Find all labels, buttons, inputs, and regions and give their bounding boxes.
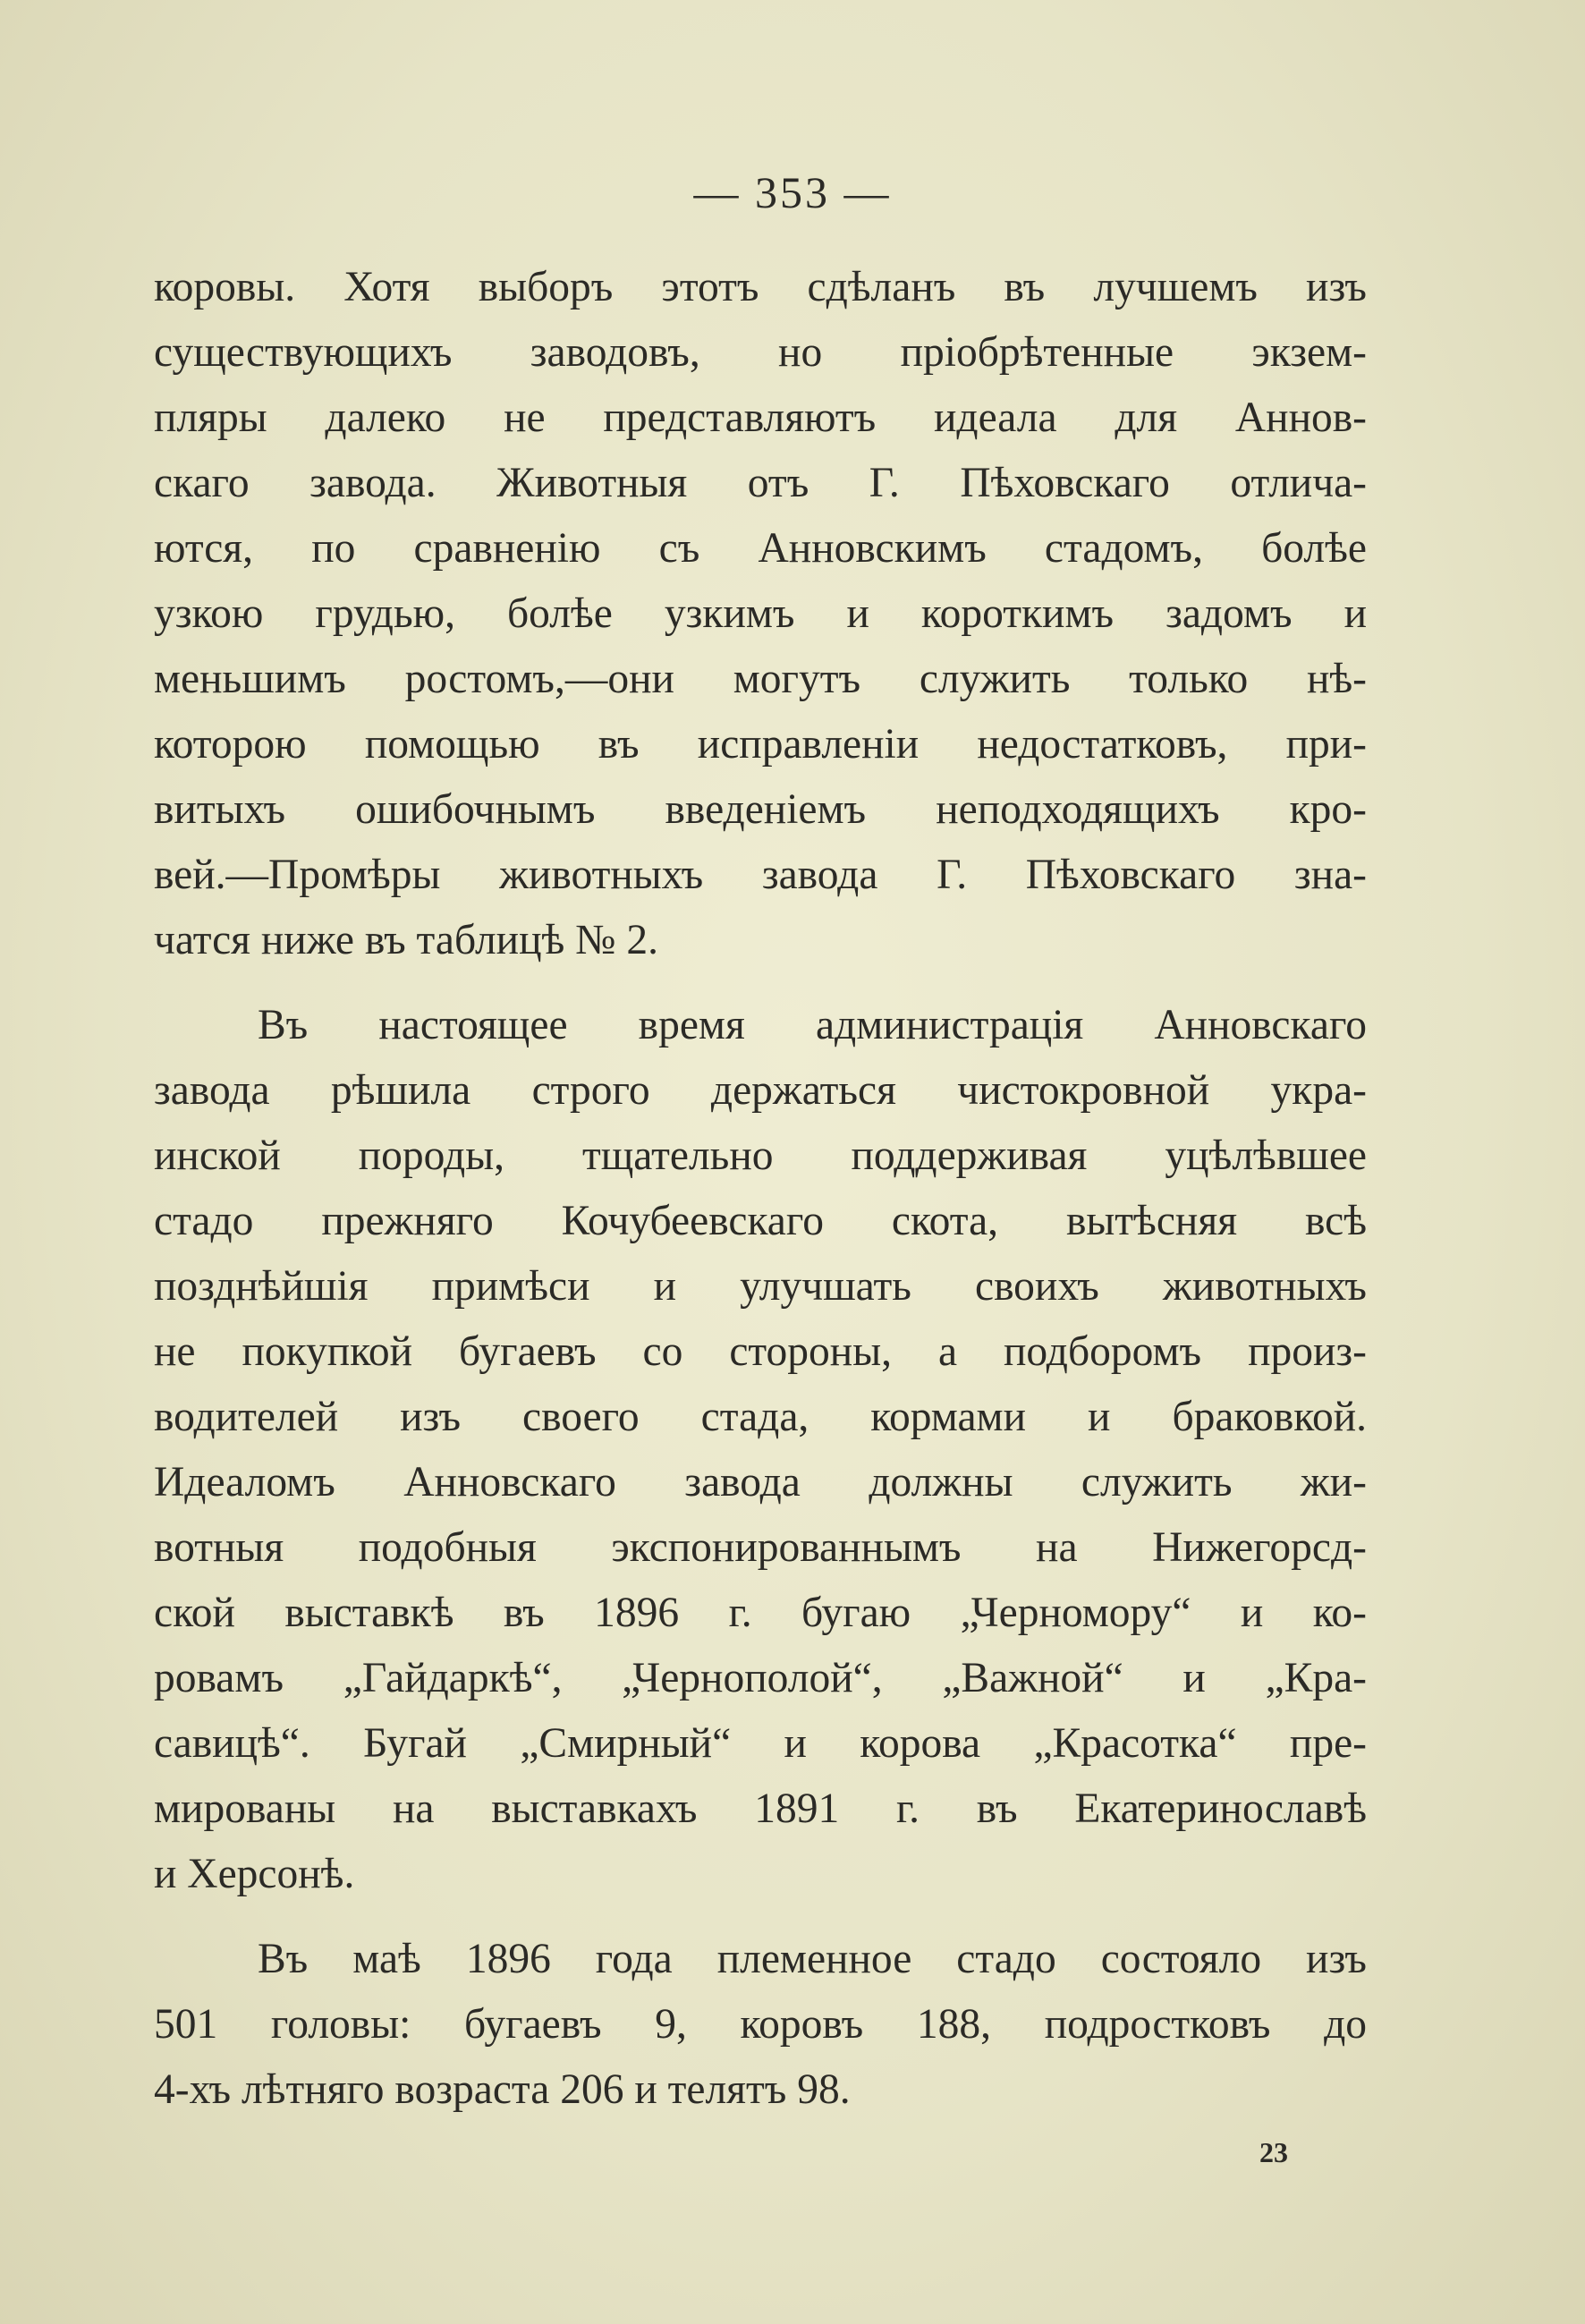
text-line: и Херсонѣ.: [154, 1851, 355, 1897]
text-line: коровы. Хотя выборъ этотъ сдѣланъ въ лучшемъ изъ: [154, 264, 1367, 310]
text-line: савицѣ“. Бугай „Смирный“ и корова „Красотка“ пре-: [154, 1720, 1367, 1767]
text-line: узкою грудью, болѣе узкимъ и короткимъ задомъ и: [154, 590, 1367, 637]
paragraph-3: [154, 1927, 1367, 2123]
text-line: витыхъ ошибочнымъ введеніемъ неподходящихъ кро-: [154, 786, 1367, 833]
text-line: скаго завода. Животныя отъ Г. Пѣховскаго отлича-: [154, 460, 1367, 506]
text-line: пляры далеко не представляютъ идеала для Аннов-: [154, 394, 1367, 441]
text-line: Въ настоящее время администрація Анновскаго: [258, 1002, 1367, 1048]
text-line: позднѣйшія примѣси и улучшать своихъ животныхъ: [154, 1263, 1367, 1310]
text-line: не покупкой бугаевъ со стороны, а подборомъ произ-: [154, 1328, 1367, 1375]
text-line: завода рѣшила строго держаться чистокровной укра-: [154, 1067, 1367, 1114]
text-line: чатся ниже въ таблицѣ № 2.: [154, 917, 658, 963]
text-line: инской породы, тщательно поддерживая уцѣлѣвшее: [154, 1132, 1367, 1179]
text-line: стадо прежняго Кочубеевскаго скота, вытѣсняя всѣ: [154, 1198, 1367, 1244]
text-line: вотныя подобныя экспонированнымъ на Нижегорсд-: [154, 1524, 1367, 1571]
paragraph-2: [154, 993, 1367, 1907]
text-line: ровамъ „Гайдаркѣ“, „Чернополой“, „Важной“ и „Кра-: [154, 1655, 1367, 1701]
text-line: 501 головы: бугаевъ 9, коровъ 188, подростковъ до: [154, 2001, 1367, 2048]
text-line: которою помощью въ исправленіи недостатковъ, при-: [154, 721, 1367, 768]
text-line: ской выставкѣ въ 1896 г. бугаю „Черномору“ и ко-: [154, 1590, 1367, 1636]
text-line: меньшимъ ростомъ,—они могутъ служить только нѣ-: [154, 656, 1367, 702]
text-line: Идеаломъ Анновскаго завода должны служить жи-: [154, 1459, 1367, 1506]
text-line: Въ маѣ 1896 года племенное стадо состояло изъ: [258, 1936, 1367, 1982]
page-number: — 353 —: [693, 167, 892, 217]
text-line: ются, по сравненію съ Анновскимъ стадомъ, болѣе: [154, 525, 1367, 572]
body-text: [154, 255, 1367, 2123]
text-line: вей.—Промѣры животныхъ завода Г. Пѣховскаго зна-: [154, 852, 1367, 898]
text-line: мированы на выставкахъ 1891 г. въ Екатеринославѣ: [154, 1785, 1367, 1832]
text-line: 4-хъ лѣтняго возраста 206 и телятъ 98.: [154, 2066, 851, 2113]
signature-mark: 23: [1259, 2136, 1288, 2168]
paragraph-1: [154, 255, 1367, 973]
text-line: водителей изъ своего стада, кормами и браковкой.: [154, 1394, 1367, 1440]
text-line: существующихъ заводовъ, но пріобрѣтенные экзем-: [154, 329, 1367, 376]
